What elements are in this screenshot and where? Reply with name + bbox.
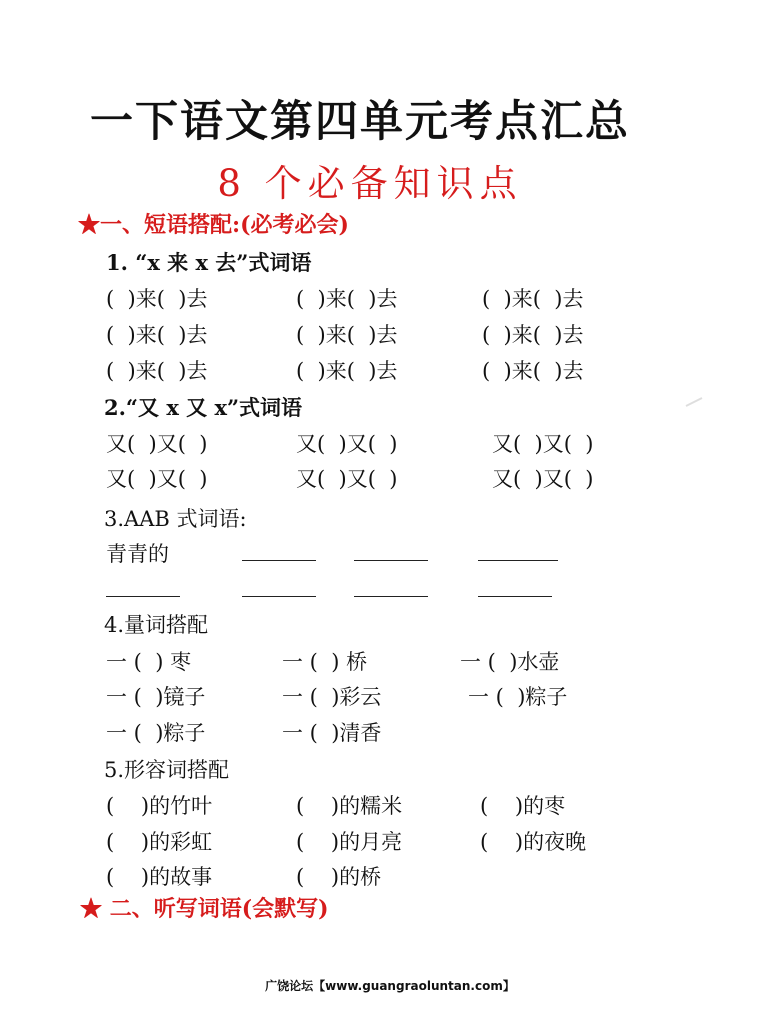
pencil-mark-icon	[684, 396, 706, 408]
you-you-cell: 又( )又( )	[492, 432, 594, 456]
measure-word-item: 一 ( ) 枣	[106, 650, 192, 674]
adjective-item: ( )的彩虹	[106, 830, 213, 854]
part-2-heading: 2.“又 x 又 x”式词语	[104, 395, 303, 420]
lai-qu-cell: ( )来( )去	[296, 359, 398, 383]
page-subtitle: 8 个必备知识点	[217, 162, 523, 205]
part-4-heading: 4.量词搭配	[104, 613, 209, 637]
section-1-heading: ★一、短语搭配:(必考必会)	[78, 212, 349, 238]
measure-word-item: 一 ( )水壶	[460, 650, 560, 674]
lai-qu-cell: ( )来( )去	[482, 359, 584, 383]
star-icon: ★	[78, 212, 101, 238]
part-1-heading: 1. “x 来 x 去”式词语	[106, 250, 312, 275]
part-3-heading: 3.AAB 式词语:	[104, 507, 247, 531]
adjective-item: ( )的桥	[296, 865, 382, 889]
you-you-cell: 又( )又( )	[106, 467, 208, 491]
answer-blank	[242, 596, 316, 597]
adjective-item: ( )的枣	[480, 794, 566, 818]
measure-word-item: 一 ( )粽子	[468, 685, 568, 709]
part-5-heading: 5.形容词搭配	[104, 758, 230, 782]
adjective-item: ( )的竹叶	[106, 794, 213, 818]
measure-word-item: 一 ( )镜子	[106, 685, 206, 709]
footer-source: 广饶论坛【www.guangraoluntan.com】	[265, 979, 515, 993]
adjective-item: ( )的故事	[106, 865, 213, 889]
measure-word-item: 一 ( )彩云	[282, 685, 382, 709]
measure-word-item: 一 ( )清香	[282, 721, 382, 745]
lai-qu-cell: ( )来( )去	[482, 323, 584, 347]
answer-blank	[106, 596, 180, 597]
lai-qu-cell: ( )来( )去	[296, 323, 398, 347]
you-you-cell: 又( )又( )	[296, 467, 398, 491]
measure-word-item: 一 ( )粽子	[106, 721, 206, 745]
page-title: 一下语文第四单元考点汇总	[90, 97, 630, 147]
answer-blank	[478, 560, 558, 561]
section-2-heading: ★ 二、听写词语(会默写)	[80, 896, 329, 922]
lai-qu-cell: ( )来( )去	[106, 287, 208, 311]
lai-qu-cell: ( )来( )去	[106, 323, 208, 347]
you-you-cell: 又( )又( )	[296, 432, 398, 456]
lai-qu-cell: ( )来( )去	[106, 359, 208, 383]
star-icon: ★	[80, 896, 103, 922]
you-you-cell: 又( )又( )	[492, 467, 594, 491]
aab-example: 青青的	[106, 542, 169, 566]
measure-word-item: 一 ( ) 桥	[282, 650, 368, 674]
adjective-item: ( )的夜晚	[480, 830, 587, 854]
you-you-cell: 又( )又( )	[106, 432, 208, 456]
answer-blank	[354, 596, 428, 597]
adjective-item: ( )的月亮	[296, 830, 403, 854]
lai-qu-cell: ( )来( )去	[296, 287, 398, 311]
adjective-item: ( )的糯米	[296, 794, 403, 818]
lai-qu-cell: ( )来( )去	[482, 287, 584, 311]
answer-blank	[242, 560, 316, 561]
answer-blank	[354, 560, 428, 561]
answer-blank	[478, 596, 552, 597]
